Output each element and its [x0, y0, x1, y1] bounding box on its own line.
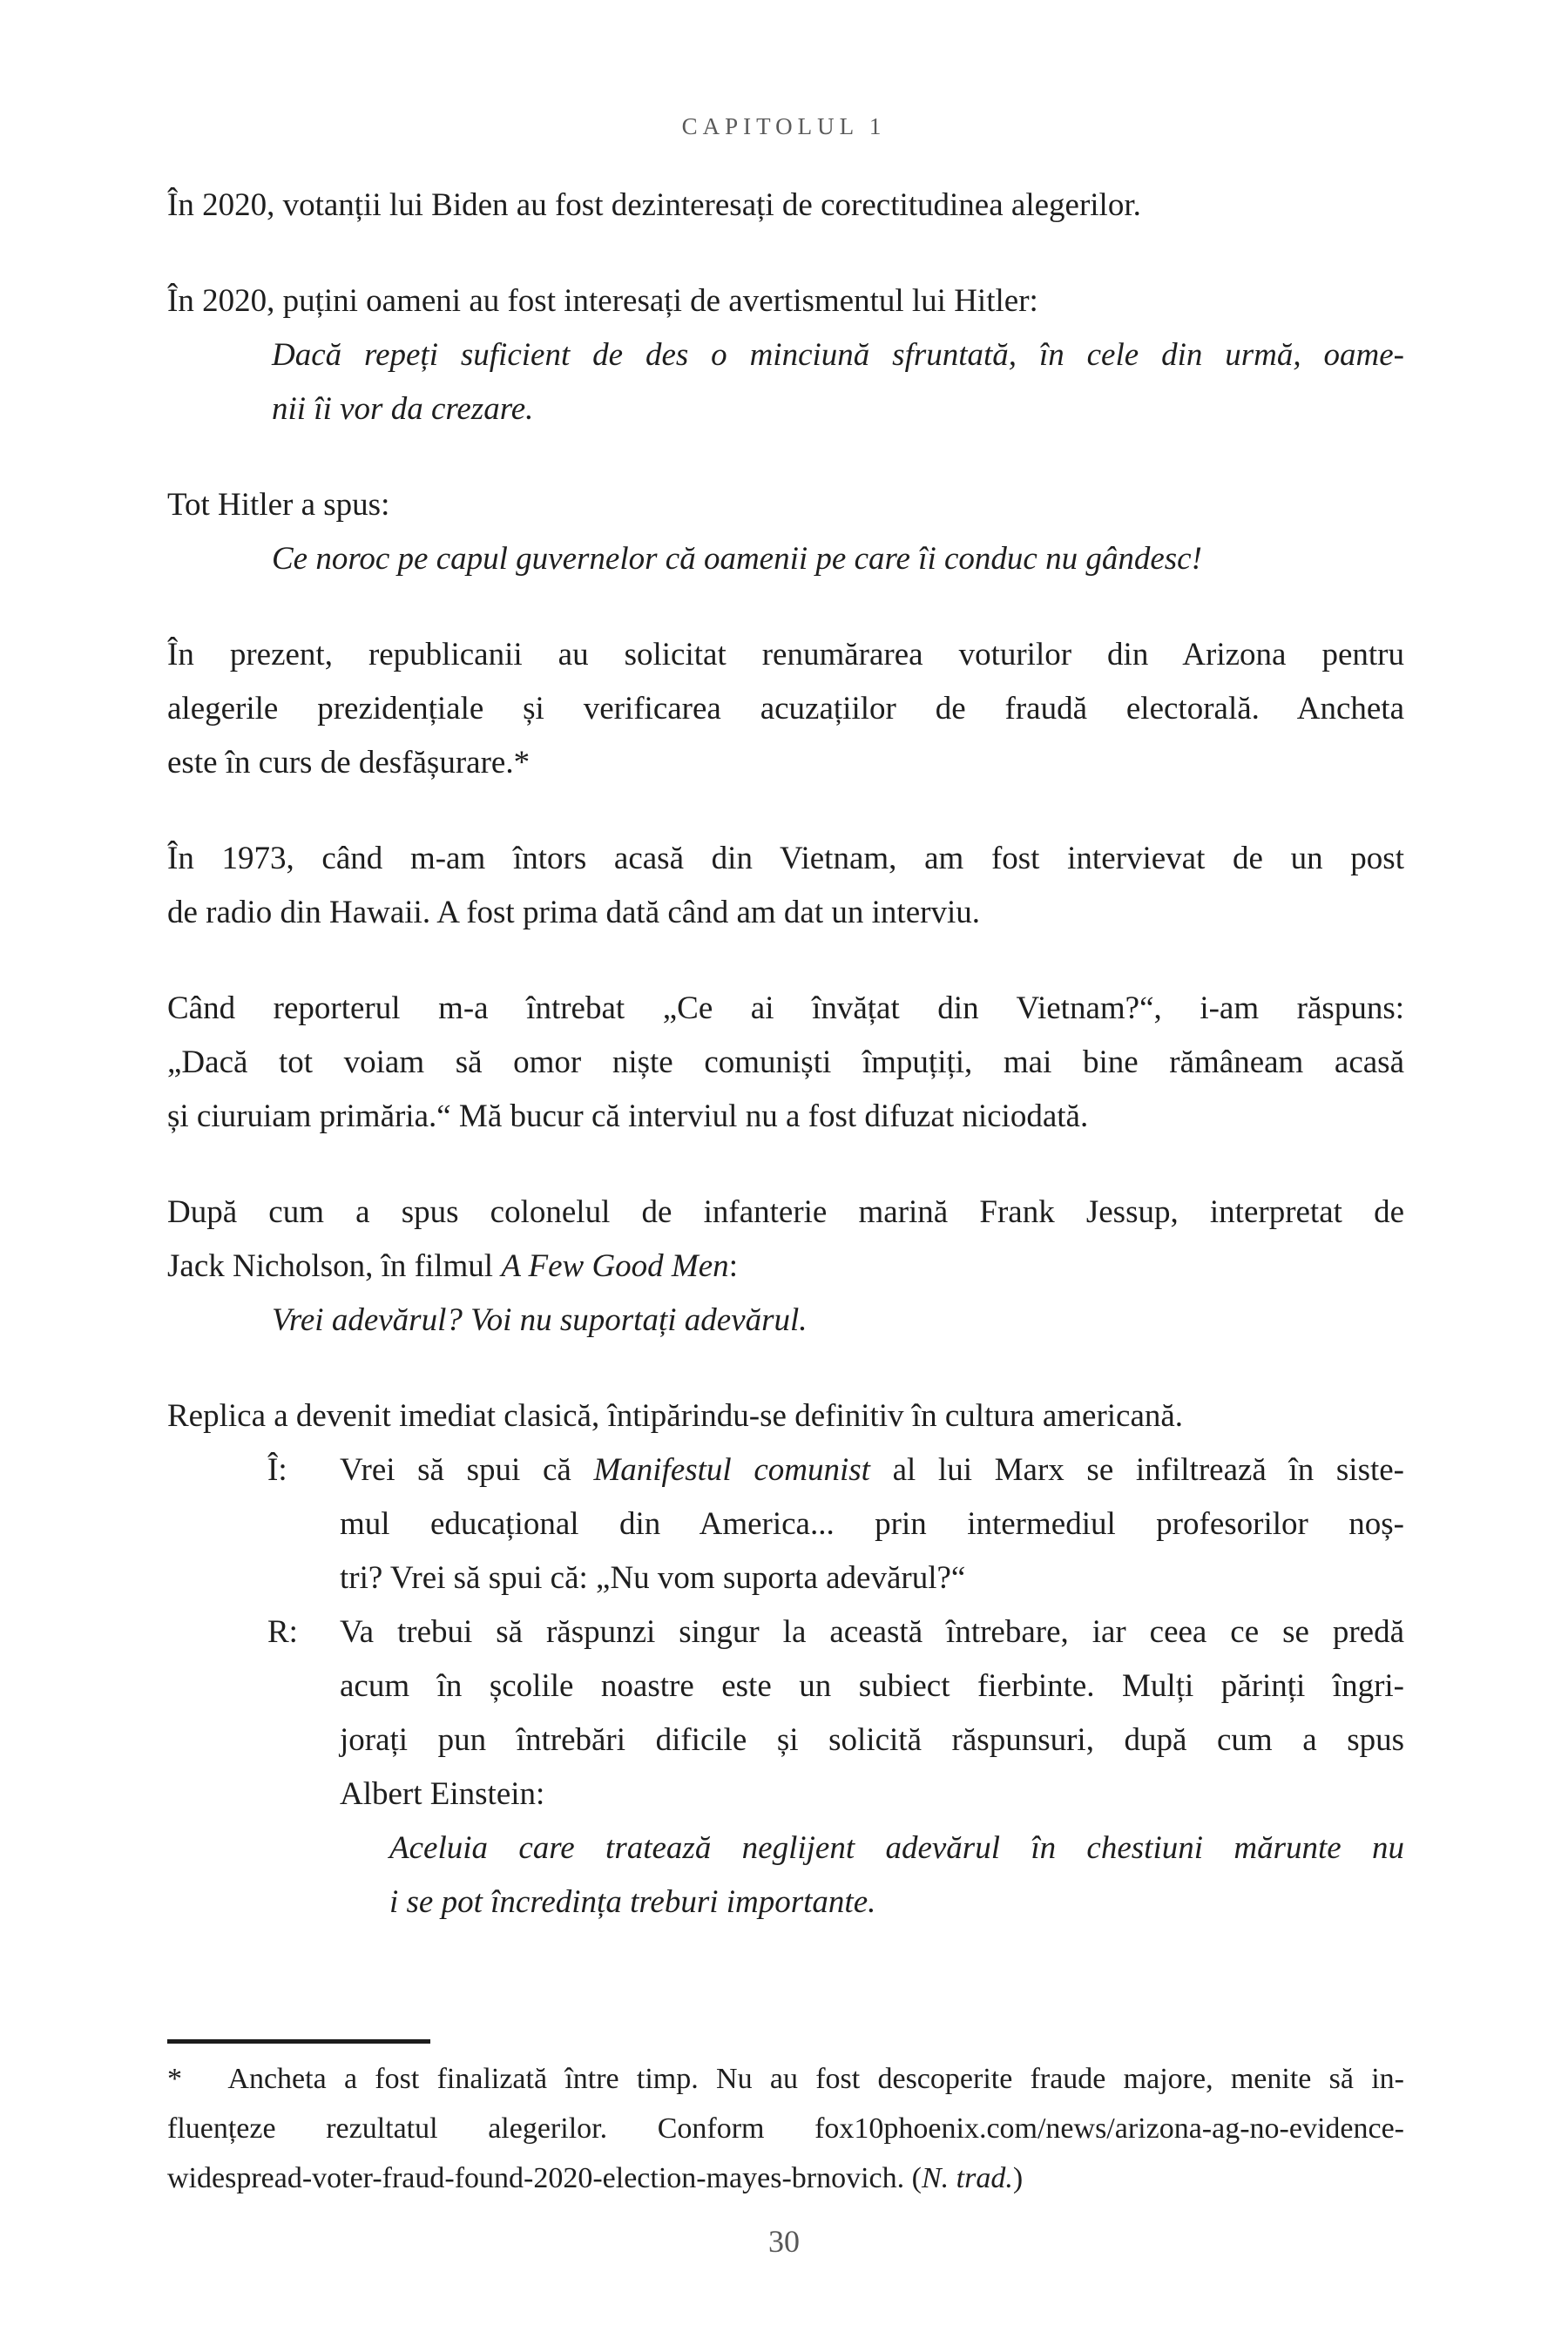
text-line: Dacă repeți suficient de des o minciună sfruntată, în cele din urmă, oame-: [272, 337, 1404, 373]
para-tot-hitler: [167, 478, 1404, 532]
text-line: mul educațional din America... prin intermediul profesorilor noș-: [340, 1506, 1404, 1542]
quote-hitler-governs: [167, 532, 1404, 586]
footnote-rule: [167, 2039, 430, 2044]
emphasized-text: A Few Good Men: [501, 1248, 729, 1284]
text-line: de radio din Hawaii. A fost prima dată când am dat un interviu.: [167, 895, 980, 930]
text-line: i se pot încredința treburi importante.: [389, 1884, 876, 1920]
text-line: În 2020, votanții lui Biden au fost dezinteresați de corectitudinea alegerilor.: [167, 187, 1141, 223]
quote-truth: [167, 1294, 1404, 1348]
para-replica: [167, 1389, 1404, 1443]
text-line: Când reporterul m-a întrebat „Ce ai învățat din Vietnam?“, i-am răspuns:: [167, 990, 1404, 1026]
text-line: Aceluia care tratează neglijent adevărul în chestiuni mărunte nu: [389, 1830, 1404, 1866]
text-line: În 2020, puțini oameni au fost interesați de avertismentul lui Hitler:: [167, 283, 1038, 319]
text-line: și ciuruiam primăria.“ Mă bucur că interviul nu a fost difuzat niciodată.: [167, 1098, 1089, 1134]
text-line: Vrei să spui că Manifestul comunist al lui Marx se infiltrează în siste-: [340, 1452, 1404, 1488]
qa-label: R:: [267, 1614, 298, 1650]
text-line: Vrei adevărul? Voi nu suportați adevărul.: [272, 1302, 808, 1338]
text-line: După cum a spus colonelul de infanterie marină Frank Jessup, interpretat de: [167, 1194, 1404, 1230]
text-line: Jack Nicholson, în filmul A Few Good Men:: [167, 1248, 738, 1284]
text-line: este în curs de desfășurare.*: [167, 745, 531, 781]
text-line: „Dacă tot voiam să omor niște comuniști împuțiți, mai bine rămâneam acasă: [167, 1044, 1404, 1080]
para-jessup: [167, 1186, 1404, 1294]
para-reporter: [167, 982, 1404, 1144]
text-line: widespread-voter-fraud-found-2020-election-mayes-brnovich. (N. trad.): [167, 2162, 1024, 2194]
page-number: 30: [768, 2224, 800, 2259]
text-line: tri? Vrei să spui că: „Nu vom suporta adevărul?“: [340, 1560, 966, 1596]
text-line: jorați pun întrebări dificile și solicită răspunsuri, după cum a spus: [340, 1722, 1404, 1758]
text-line: alegerile prezidențiale și verificarea acuzațiilor de fraudă electorală. Ancheta: [167, 691, 1404, 727]
text-line: fluențeze rezultatul alegerilor. Conform fox10phoenix.com/news/arizona-ag-no-evidence-: [167, 2112, 1404, 2145]
para-biden-2020: [167, 179, 1404, 233]
text-line: nii îi vor da crezare.: [272, 391, 534, 427]
para-hitler-2020: [167, 274, 1404, 328]
para-1973-vietnam: [167, 832, 1404, 940]
qa-question: [167, 1443, 1404, 1605]
text-line: Va trebui să răspunzi singur la această întrebare, iar ceea ce se predă: [340, 1614, 1404, 1650]
emphasized-text: Manifestul comunist: [593, 1452, 870, 1488]
para-arizona: [167, 628, 1404, 790]
text-line: * Ancheta a fost finalizată între timp. Nu au fost descoperite fraude majore, menite să in-: [167, 2063, 1404, 2095]
body-text-column: [167, 179, 1404, 1930]
text-line: În 1973, când m-am întors acasă din Vietnam, am fost intervievat de un post: [167, 841, 1404, 876]
text-line: Albert Einstein:: [340, 1776, 545, 1812]
emphasized-text: N. trad.: [921, 2162, 1013, 2194]
qa-label: Î:: [267, 1452, 287, 1488]
quote-hitler-lie: [167, 328, 1404, 436]
qa-answer: [167, 1605, 1404, 1821]
text-line: Tot Hitler a spus:: [167, 487, 390, 523]
text-line: acum în școlile noastre este un subiect fierbinte. Mulți părinți îngri-: [340, 1668, 1404, 1704]
footnote: [167, 2039, 1404, 2203]
text-line: În prezent, republicanii au solicitat renumărarea voturilor din Arizona pentru: [167, 637, 1404, 672]
chapter-heading: CAPITOLUL 1: [681, 113, 887, 139]
quote-einstein: [167, 1821, 1404, 1930]
text-line: Replica a devenit imediat clasică, întipărindu-se definitiv în cultura americană.: [167, 1398, 1184, 1434]
text-line: Ce noroc pe capul guvernelor că oamenii pe care îi conduc nu gândesc!: [272, 541, 1202, 577]
